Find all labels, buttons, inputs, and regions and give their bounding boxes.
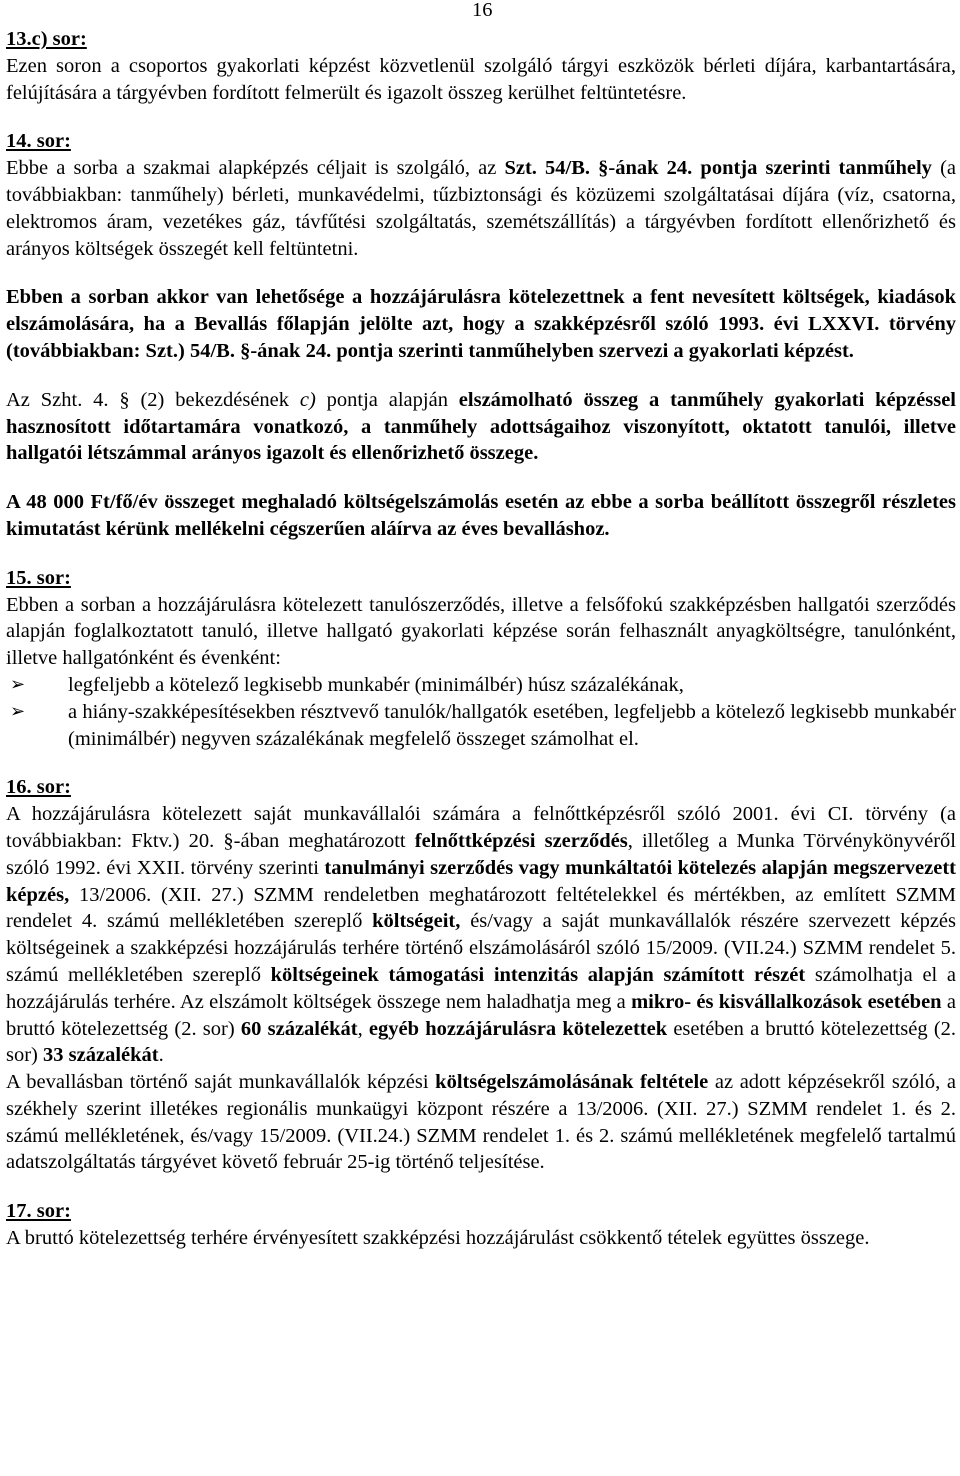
arrow-bullet-icon: ➢	[10, 673, 26, 695]
section-17-text: A bruttó kötelezettség terhére érvényesített szakképzési hozzájárulást csökkentő tételek együttes összege.	[6, 1227, 870, 1250]
section-heading-17: 17. sor:	[6, 1200, 71, 1223]
section-16-paragraph-1: A hozzájárulásra kötelezett saját munkavállalói számára a felnőttképzésről szóló 2001. évi CI. törvény (a továbbiakban: Fktv.) 20. §-ában meghatározott felnőttképzési szerződés, illetőleg a Munka Törvénykönyvéről szóló 1992. évi XXII. törvény szerinti tanulmányi szerződés vagy munkáltatói kötelezés alapján megszervezett képzés, 13/2006. (XII. 27.) SZMM rendeletben meghatározott feltételekkel és mértékben, az említett SZMM rendelet 4. számú mellékletében szereplő költségeit, és/vagy a saját munkavállalók részére szervezett képzés költségeinek a szakképzési hozzájárulás terhére történő elszámolásáról szóló 15/2009. (VII.24.) SZMM rendelet 5. számú mellékletében szereplő költségeinek támogatási intenzitás alapján számított részét számolhatja el a hozzájárulás terhére. Az elszámolt költségek összege nem haladhatja meg a mikro- és kisvállalkozások esetében a bruttó kötelezettség (2. sor) 60 százalékát, egyéb hozzájárulásra kötelezettek esetében a bruttó kötelezettség (2. sor) 33 százalékát.	[6, 803, 957, 1067]
page-number: 16	[472, 0, 493, 21]
section-heading-13c: 13.c) sor:	[6, 28, 87, 50]
section-15-bullet-list	[6, 672, 956, 752]
section-16-paragraph-2: A bevallásban történő saját munkavállalók képzési költségelszámolásának feltétele az adott képzésekről szóló, a székhely szerint illetékes regionális munkaügyi központ részére a 13/2006. (XII. 27.) SZMM rendelet 1. és 2. számú mellékletének, és/vagy 15/2009. (VII.24.) SZMM rendelet 1. és 2. számú mellékletének megfelelő tartalmú adatszolgáltatás tárgyévet követő február 25-ig történő teljesítése.	[6, 1071, 956, 1174]
section-heading-16: 16. sor:	[6, 776, 71, 799]
section-heading-14: 14. sor:	[6, 130, 71, 153]
document-page	[6, 0, 956, 1252]
list-item: ➢ a hiány-szakképesítésekben résztvevő tanulók/hallgatók esetében, legfeljebb a kötelező legkisebb munkabér (minimálbér) negyven százalékának megfelelő összeget számolhat el.	[10, 700, 956, 750]
list-item: ➢ legfeljebb a kötelező legkisebb munkabér (minimálbér) húsz százalékának,	[6, 672, 956, 699]
arrow-bullet-icon: ➢	[10, 700, 26, 722]
section-15-text: Ebben a sorban a hozzájárulásra kötelezett tanulószerződés, illetve a felsőfokú szakképzésben hallgatói szerződés alapján foglalkoztatott tanuló, illetve hallgató gyakorlati képzése során felhasznált anyagköltségre, tanulónként, illetve hallgatónként és évenként:	[6, 593, 956, 670]
section-14-paragraph-4: A 48 000 Ft/fő/év összeget meghaladó költségelszámolás esetén az ebbe a sorba beállított összegről részletes kimutatást kérünk mellékelni cégszerűen aláírva az éves bevalláshoz.	[6, 491, 956, 540]
section-14-paragraph-3: Az Szht. 4. § (2) bekezdésének c) pontja alapján elszámolható összeg a tanműhely gyakorlati képzéssel hasznosított időtartamára vonatkozó, a tanműhely adottságaihoz viszonyított, oktatott tanulói, illetve hallgatói létszámmal arányos igazolt és ellenőrizhető összege.	[6, 388, 957, 465]
section-14-paragraph-2: Ebben a sorban akkor van lehetősége a hozzájárulásra kötelezettnek a fent nevesített költségek, kiadások elszámolására, ha a Bevallás főlapján jelölte azt, hogy a szakképzésről szóló 1993. évi LXXVI. törvény (továbbiakban: Szt.) 54/B. §-ának 24. pontja szerinti tanműhelyben szervezi a gyakorlati képzést.	[6, 286, 956, 362]
section-heading-15: 15. sor:	[6, 566, 71, 589]
section-13c-text: Ezen soron a csoportos gyakorlati képzést közvetlenül szolgáló tárgyi eszközök bérleti díjára, karbantartására, felújítására a tárgyévben fordított felmerült és igazolt összeg kerülhet feltüntetésre.	[6, 54, 956, 104]
section-14-paragraph-1: Ebbe a sorba a szakmai alapképzés céljait is szolgáló, az Szt. 54/B. §-ának 24. pontja szerinti tanműhely (a továbbiakban: tanműhely) bérleti, munkavédelmi, tűzbiztonsági és közüzemi szolgáltatásai díjára (víz, csatorna, elektromos áram, vezetékes gáz, távfűtési szolgáltatás, szemétszállítás) a tárgyévben fordított ellenőrizhető és arányos költségek összegét kell feltüntetni.	[6, 157, 956, 260]
